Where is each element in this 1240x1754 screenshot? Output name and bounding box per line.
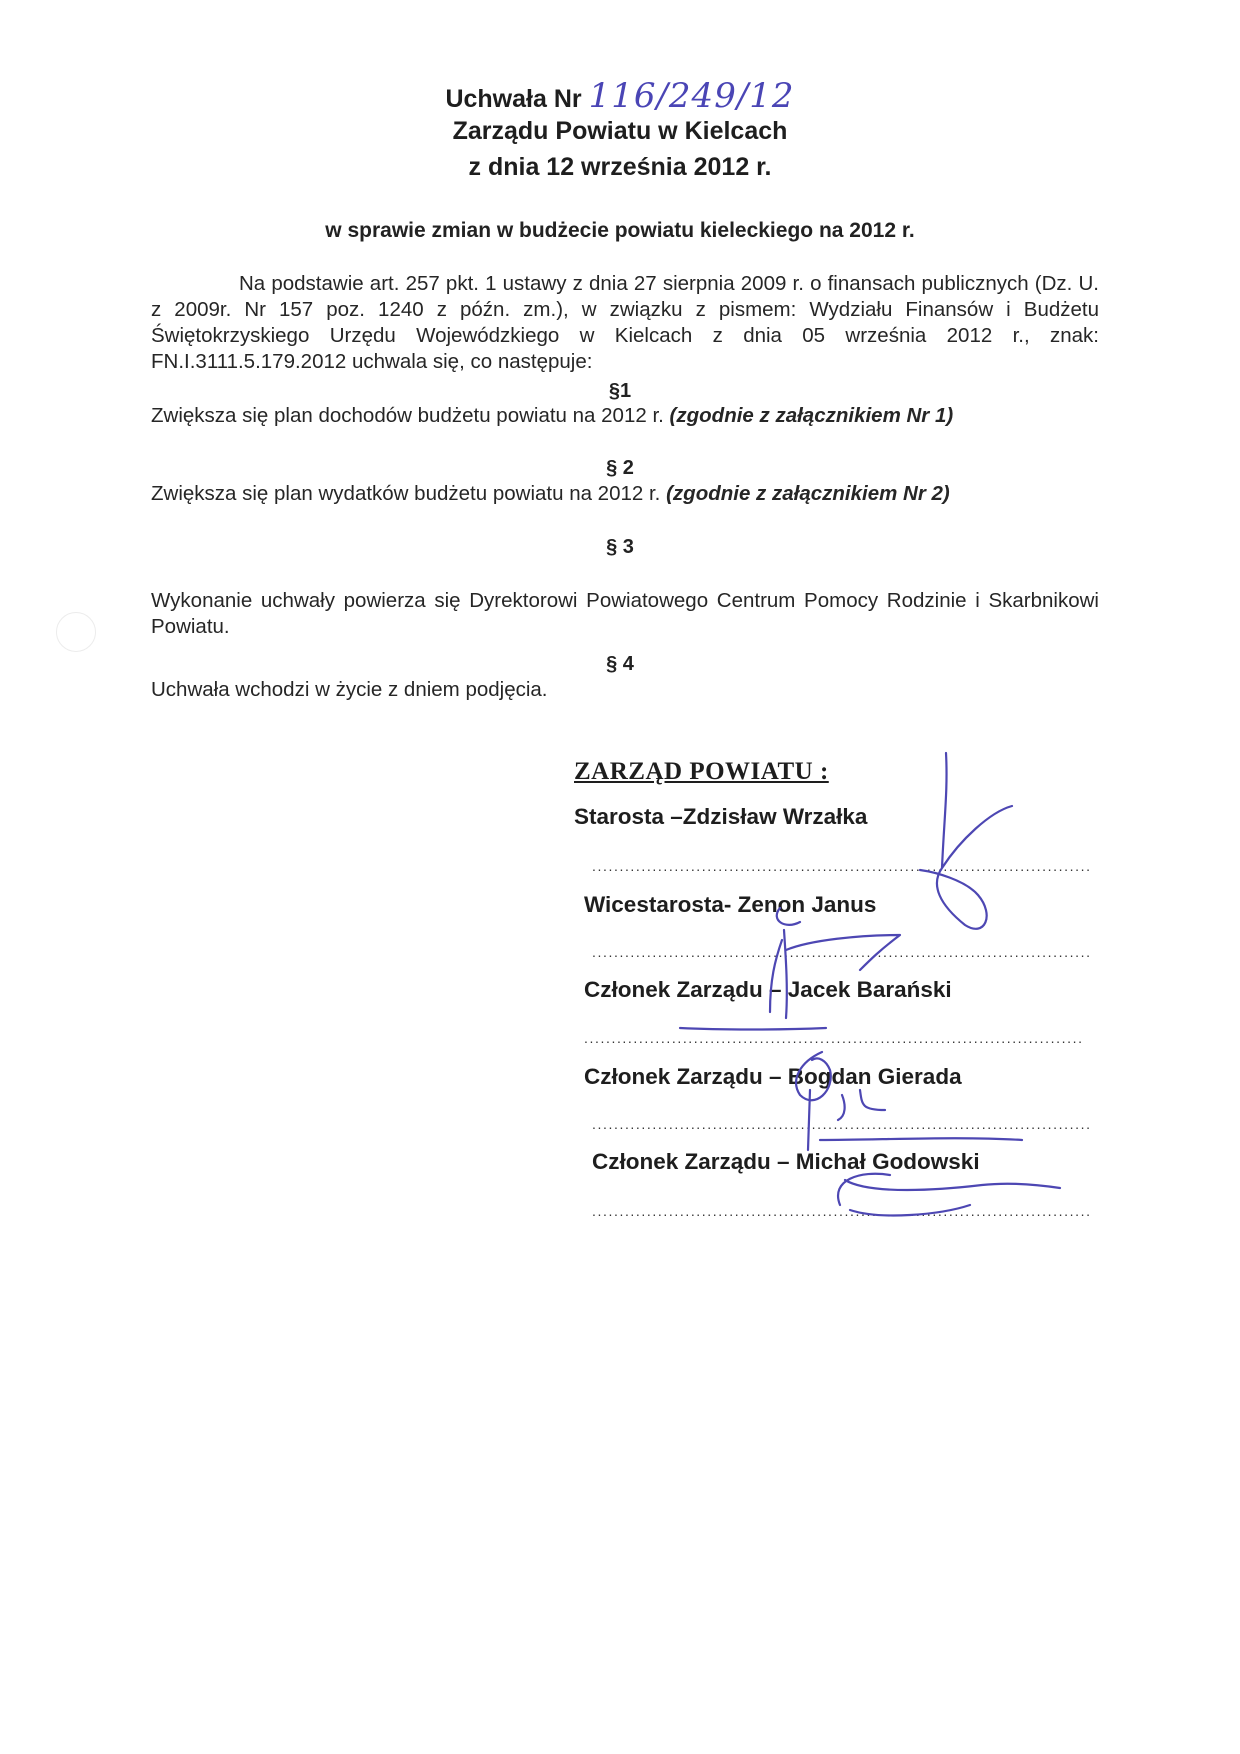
signature-line: ........................................................................................... [584,1030,1084,1046]
section-2-mark: § 2 [606,457,634,479]
signature-line: ........................................................................................... [592,1116,1092,1132]
signature-line: ........................................................................................... [592,858,1092,874]
board-heading: ZARZĄD POWIATU : [574,758,829,785]
member-gierada: Członek Zarządu – Bogdan Gierada [584,1064,962,1089]
date-line: z dnia 12 września 2012 r. [468,153,772,181]
member-godowski: Członek Zarządu – Michał Godowski [592,1149,980,1174]
resolution-subject: w sprawie zmian w budżecie powiatu kieleckiego na 2012 r. [325,219,915,242]
section-3-text: Wykonanie uchwały powierza się Dyrektorowi Powiatowego Centrum Pomocy Rodzinie i Skarbnikowi Powiatu. [151,589,1099,638]
member-starosta: Starosta –Zdzisław Wrzałka [574,804,868,829]
section-2-body: Zwiększa się plan wydatków budżetu powiatu na 2012 r. [151,482,661,505]
signature-starosta [920,753,1012,929]
section-1-note: (zgodnie z załącznikiem Nr 1) [669,404,954,427]
section-2-text [151,482,950,506]
signature-line: ........................................................................................... [592,944,1092,960]
issuer-line: Zarządu Powiatu w Kielcach [452,117,788,145]
handwritten-resolution-number: 116/249/12 [588,76,795,116]
title-prefix: Uchwała Nr [445,85,582,113]
section-1-body: Zwiększa się plan dochodów budżetu powiatu na 2012 r. [151,404,664,427]
section-4-mark: § 4 [606,653,634,675]
section-4-text: Uchwała wchodzi w życie z dniem podjęcia. [151,678,548,701]
signature-line: ........................................................................................... [592,1203,1092,1219]
scan-artifact [56,612,96,652]
preamble: Na podstawie art. 257 pkt. 1 ustawy z dnia 27 sierpnia 2009 r. o finansach publicznych (Dz. U. z 2009r. Nr 157 poz. 1240 z późn. zm.), w związku z pismem: Wydziału Finansów i Budżetu Świętokrzyskiego Urzędu Wojewódzkiego w Kielcach z dnia 05 września 2012 r., znak: FN.I.3111.5.179.2012 uchwala się, co następuje: [151,272,1099,373]
section-1-mark: §1 [608,380,632,402]
section-2-note: (zgodnie z załącznikiem Nr 2) [666,482,950,505]
section-3-mark: § 3 [606,536,634,558]
section-1-text [151,404,953,428]
resolution-title [0,76,1240,116]
member-barański: Członek Zarządu – Jacek Barański [584,977,952,1002]
member-wicestarosta: Wicestarosta- Zenon Janus [584,892,877,917]
